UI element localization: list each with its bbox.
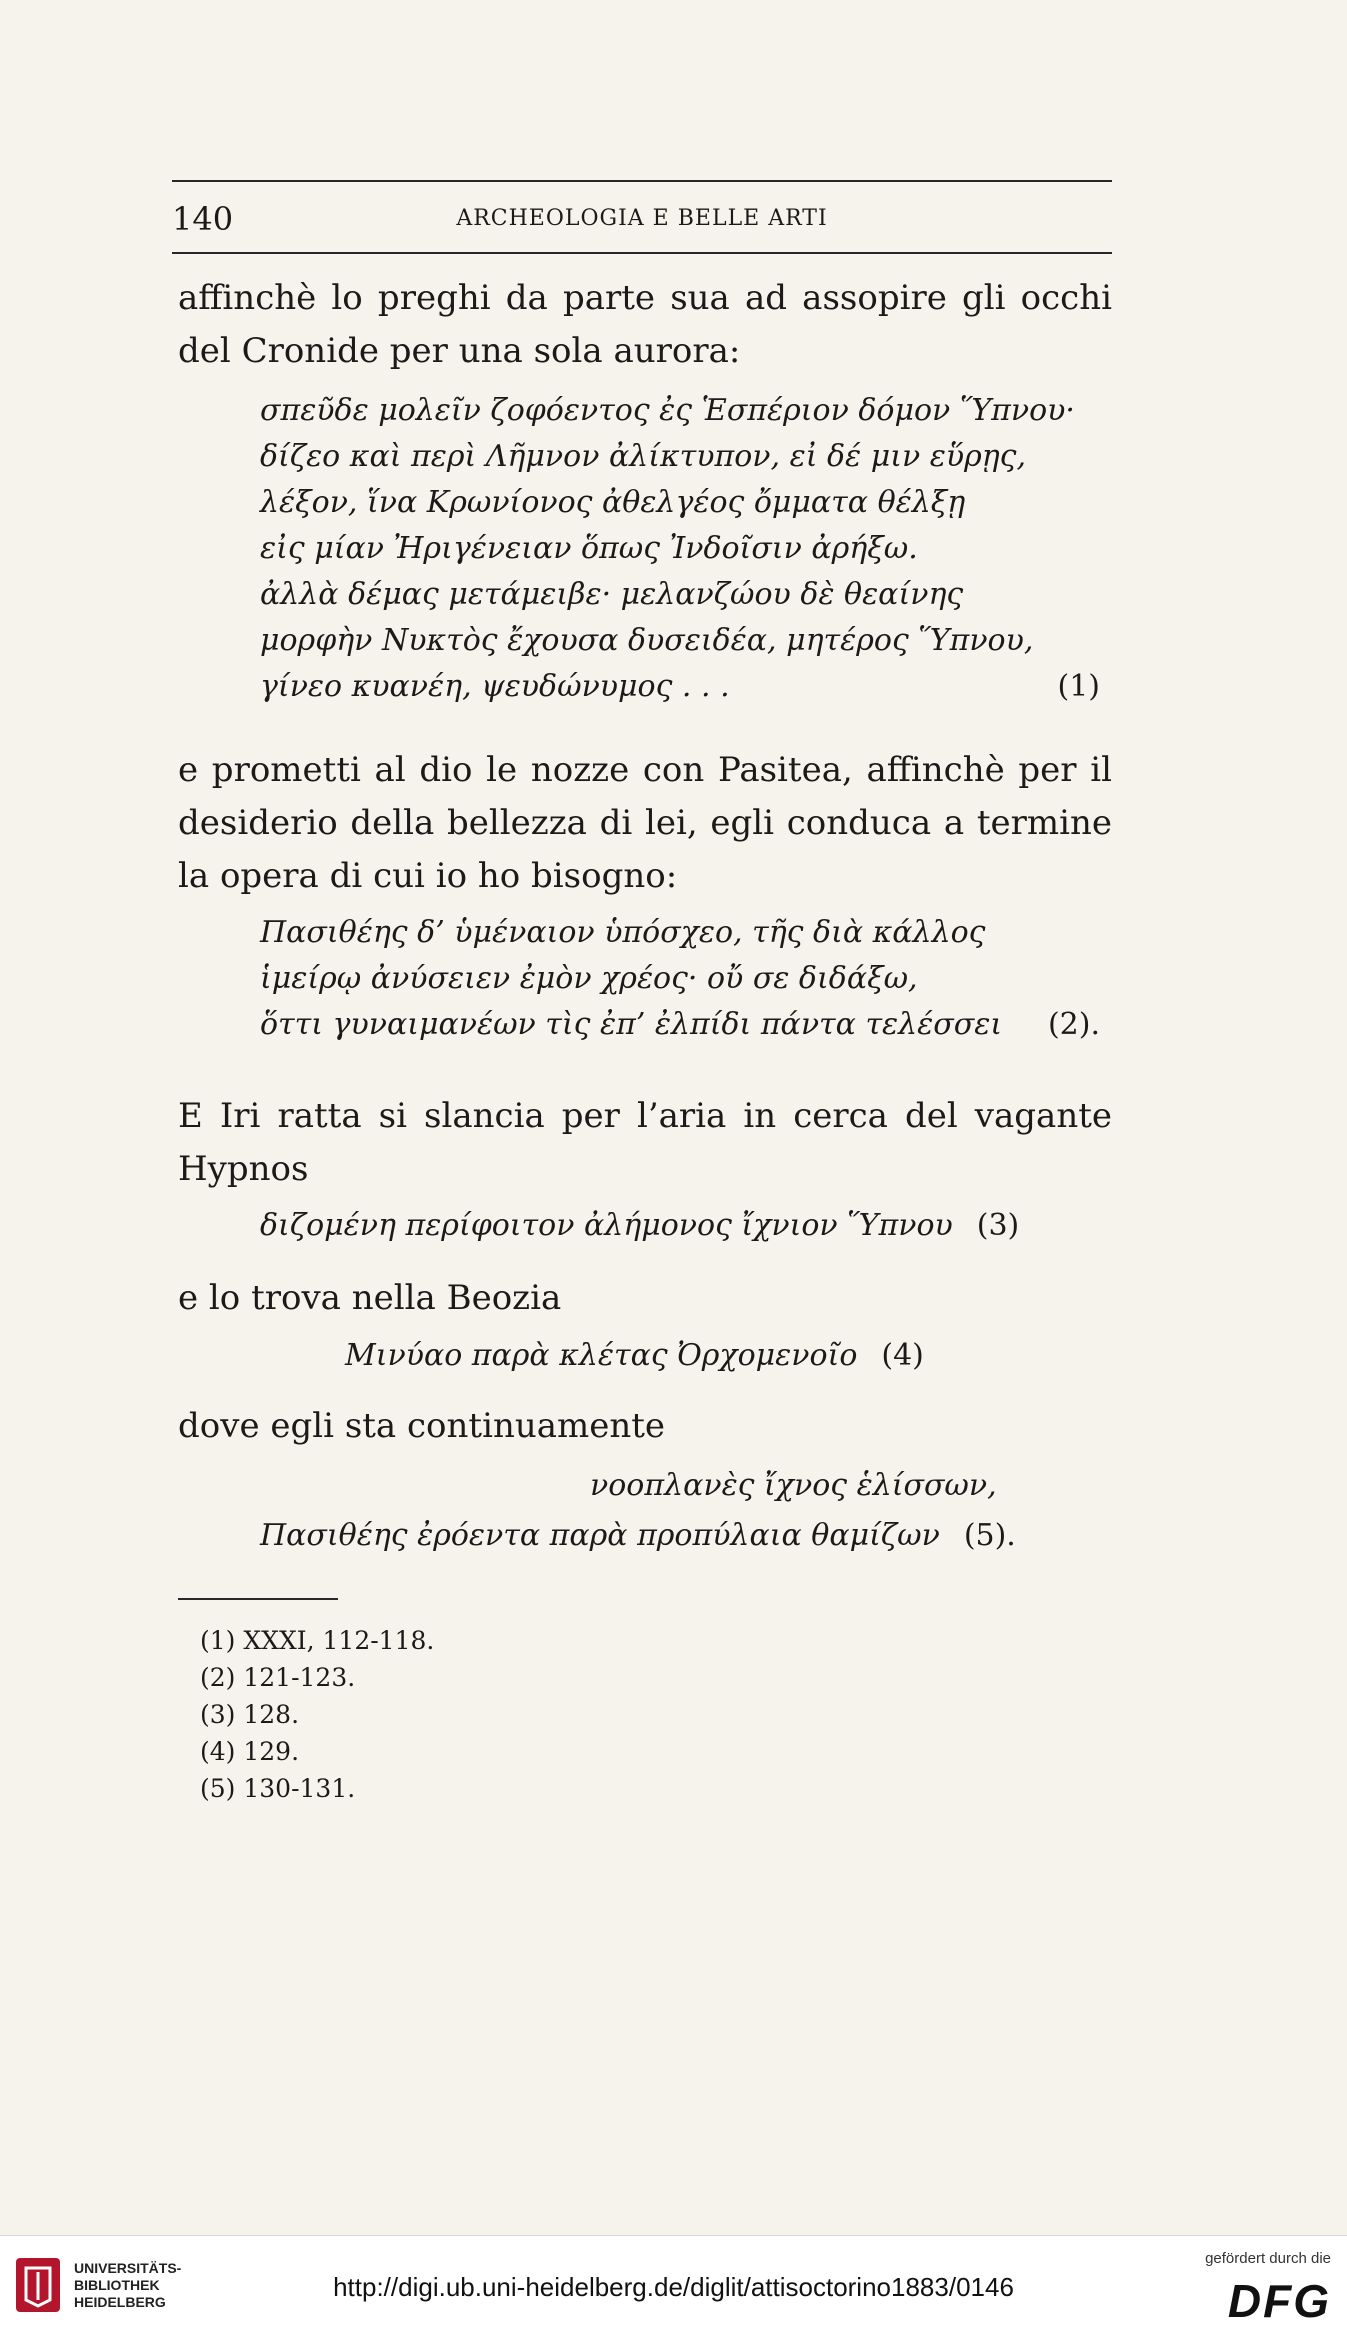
footnotes: [200, 1622, 434, 1807]
greek-quote-1: [260, 388, 1100, 710]
footnote-ref: (4): [881, 1338, 924, 1373]
quote-line: διζομένη περίφοιτον ἀλήμονος ἴχνιον Ὕπνου: [260, 1208, 953, 1243]
quote-line: νοοπλανὲς ἴχνος ἑλίσσων,: [590, 1468, 997, 1503]
running-title: ARCHEOLOGIA E BELLE ARTI: [456, 206, 828, 231]
paragraph-3: E Iri ratta si slancia per l’aria in cerca del vagante Hypnos: [178, 1096, 1112, 1189]
permalink-url[interactable]: http://digi.ub.uni-heidelberg.de/diglit/attisoctorino1883/0146: [333, 2272, 1014, 2302]
paragraph-2: e prometti al dio le nozze con Pasitea, affinchè per il desiderio della bellezza di lei, egli conduca a termine la opera di cui io ho bisogno:: [178, 750, 1112, 896]
footnote: (1) XXXI, 112-118.: [200, 1626, 435, 1655]
quote-line: Πασιθέης δ’ ὑμέναιον ὑπόσχεο, τῆς διὰ κάλλος: [260, 915, 986, 950]
paragraph-5: dove egli sta continuamente: [178, 1406, 666, 1446]
footnote-ref: (5).: [963, 1518, 1016, 1553]
paragraph-4: e lo trova nella Beozia: [178, 1278, 562, 1318]
quote-line: εἰς μίαν Ἠριγένειαν ὅπως Ἰνδοῖσιν ἀρήξω.: [260, 531, 918, 566]
footnote-ref: (3): [976, 1208, 1020, 1243]
quote-line: γίνεο κυανέη, ψευδώνυμος . . .: [260, 669, 730, 704]
quote-line: ἱμείρῳ ἀνύσειεν ἐμὸν χρέος· οὔ σε διδάξω,: [260, 961, 918, 996]
footnote-ref: (2).: [1047, 1007, 1100, 1042]
paragraph-1: affinchè lo preghi da parte sua ad assopire gli occhi del Cronide per una sola aurora:: [178, 278, 1112, 371]
footnote: (3) 128.: [200, 1700, 300, 1729]
greek-quote-5-line-1: [590, 1468, 997, 1503]
greek-quote-3: [260, 1208, 1019, 1243]
dfg-logo: DFG: [1227, 2275, 1331, 2327]
footnote: (2) 121-123.: [200, 1663, 356, 1692]
page-number: 140: [172, 200, 234, 238]
quote-line: μορφὴν Νυκτὸς ἔχουσα δυσειδέα, μητέρος Ὕπνου,: [260, 623, 1034, 658]
greek-quote-4: [345, 1338, 924, 1373]
footnote: (4) 129.: [200, 1737, 300, 1766]
quote-line: ὅττι γυναιμανέων τὶς ἐπ’ ἐλπίδι πάντα τελέσσει: [260, 1007, 1003, 1042]
footnote-rule: [178, 1598, 338, 1600]
greek-quote-5-line-2: [260, 1518, 1016, 1553]
greek-quote-2: [260, 910, 1100, 1048]
quote-line: δίζεο καὶ περὶ Λῆμνον ἀλίκτυπον, εἰ δέ μιν εὕρῃς,: [260, 439, 1027, 474]
quote-line: λέξον, ἵνα Κρωνίονος ἀθελγέος ὄμματα θέλξῃ: [260, 485, 966, 520]
quote-line: Μινύαο παρὰ κλέτας Ὀρχομενοῖο: [345, 1338, 858, 1373]
header-top-rule: [172, 180, 1112, 182]
footnote-ref: (1): [1057, 669, 1100, 704]
quote-line: ἀλλὰ δέμας μετάμειβε· μελανζώου δὲ θεαίνης: [260, 577, 964, 612]
page-header: [172, 200, 1112, 240]
library-name: UNIVERSITÄTS- BIBLIOTHEK HEIDELBERG: [74, 2260, 182, 2310]
footnote: (5) 130-131.: [200, 1774, 356, 1803]
quote-line: Πασιθέης ἐρόεντα παρὰ προπύλαια θαμίζων: [260, 1518, 940, 1553]
header-bottom-rule: [172, 252, 1112, 254]
viewer-footer: [0, 2235, 1347, 2336]
quote-line: σπεῦδε μολεῖν ζοφόεντος ἐς Ἑσπέριον δόμον Ὕπνου·: [260, 393, 1075, 428]
funding-text: gefördert durch die: [1205, 2250, 1331, 2267]
